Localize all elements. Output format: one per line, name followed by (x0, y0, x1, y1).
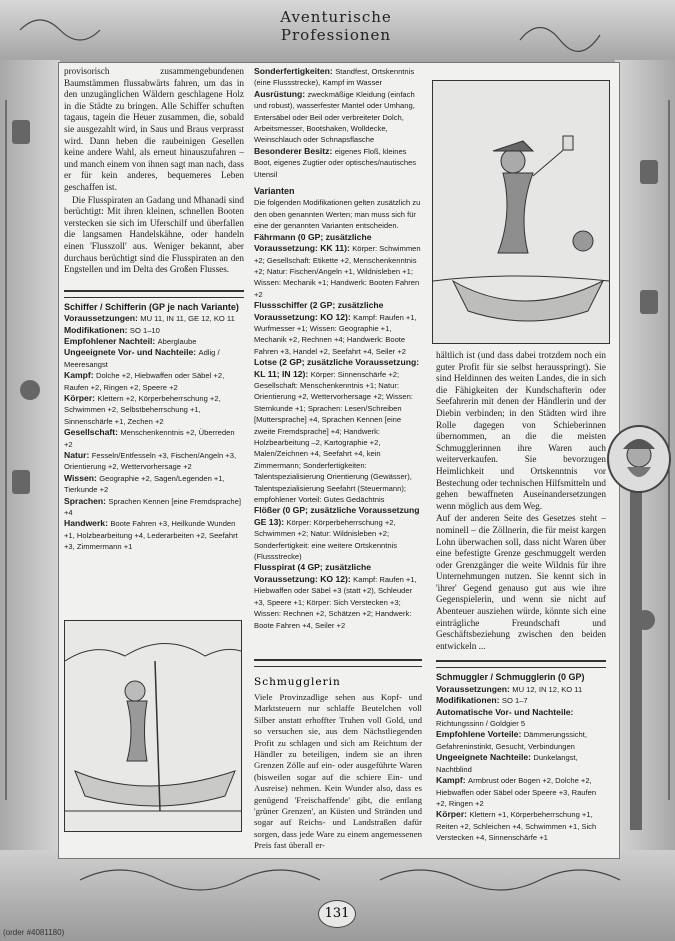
divider (254, 659, 422, 667)
schiffer-stat-block (64, 302, 244, 553)
schiffer-extra-label: Sonderfertigkeiten: (254, 66, 336, 76)
schmuggler-paragraph: Viele Provinzadlige sehen aus Kopf- und Marktsteuern nur schlaffe Beutelchen voll Silber anstatt erhoffter Truhen voll Gold, und so versuchen sie, aus dem Nächstliegenden Profit zu schlagen und sich am Reichtum der Händler zu beteiligen, indem sie an ihren Grenzen Zölle auf ein- oder ausgeführte Waren (bisweilen sogar auf die schiere Ein- und Ausreise) nehmen. Kein Wunder also, dass es genügend 'Freischaffende' gibt, die entlang 'grüner Grenzen', an Küsten und Stränden und sogar auf Reichs- und Landstraßen dafür sorgen, dass jede Ware zu einem angemessenen Preis fast überall er- (254, 692, 422, 851)
variant-label: Lotse (2 GP; zusätzliche Voraussetzung: KL 11; IN 12): (254, 357, 420, 379)
smuggler-portrait (607, 425, 671, 493)
schmuggler-stat-label: Modifikationen: (436, 695, 502, 706)
variant-line (254, 300, 422, 357)
schiffer-stat-line (64, 370, 244, 393)
schiffer-stat-label: Ungeeignete Vor- und Nachteile: (64, 347, 199, 358)
schiffer-stat-value: Adlig / Meeresangst (64, 348, 220, 369)
schmugglerin-heading: Schmugglerin (254, 676, 341, 688)
schiffer-stat-value: Menschenkenntnis +2, Überreden +2 (64, 428, 235, 449)
divider (436, 660, 606, 668)
schmuggler-stat-label: Empfohlene Vorteile: (436, 729, 524, 740)
col3-paragraph-2: Auf der anderen Seite des Gesetzes steht – nominell – die Zöllnerin, die für meist kargen Lohn überwachen soll, dass nicht Waren über eine befestigte Grenze geschmuggelt werden oder Grenzgänger die weite Wildnis für ihre Unternehmungen nutzen. Sie kennt sich in 'ihrer' Gegend genauso gut aus wie ihre Gegenspielerin, und wenn sie nicht auf Abenteuer ausziehen würde, könnte sich eine einträgliche Freundschaft und Geschäftsbeziehung zwischen den beiden entwickeln ... (436, 513, 606, 651)
schmuggler-stat-value: Dämmerungssicht, Gefahreninstinkt, Gesucht, Verbindungen (436, 730, 588, 751)
schiffer-stat-value: Boote Fahren +3, Heilkunde Wunden +1, Holzbearbeitung +4, Lederarbeiten +2, Seefahrt +3, Zimmermann +1 (64, 519, 238, 552)
schiffer-extra-label: Ausrüstung: (254, 88, 308, 99)
flusspiraten-paragraph: Die Flusspiraten an Gadang und Mhanadi sind berüchtigt: Mit ihren kleinen, schnellen Booten verstecken sie sich im Uferschilf und überfallen die langsamen Handelskähne, oder handeln einen 'Flusszoll' aus. Weniger bekannt, aber durchaus berüchtigt sind die Flusspiraten an den Engstellen und im Delta des Großen Flusses. (64, 194, 244, 275)
schiffer-extra-value: eigenes Floß, kleines Boot, eigenes Zugtier oder optisches/nautisches Utensil (254, 146, 417, 179)
schmuggler-stat-line (436, 809, 606, 843)
schmuggler-stat-value: SO 1–7 (501, 696, 528, 706)
varianten-intro: Die folgenden Modifikationen gelten zusätzlich zu den oben genannten Werten; man muss sich für eine der genannten Varianten entscheiden. (254, 198, 421, 231)
variant-value: Körper: Körperbeherrschung +2, Schwimmen +2; Natur: Wildnisleben +2; Sonderfertigkeit: eine weitere Ortskenntnis (Flussstrecke) (254, 517, 398, 562)
schmuggler-stat-label: Körper: (436, 809, 470, 820)
schiffer-stat-label: Sprachen: (64, 495, 109, 506)
variant-label: Flusspirat (4 GP; zusätzliche Voraussetzung: KO 12): (254, 562, 371, 584)
schmuggler-stat-label: Kampf: (436, 775, 468, 786)
schmuggler-intro (254, 692, 422, 853)
illustration-smuggler (432, 80, 610, 344)
schiffer-extra-line (254, 146, 422, 180)
schiffer-extra-line (254, 66, 422, 89)
schiffer-stat-value: Klettern +2, Körperbeherrschung +2, Schwimmen +2, Selbstbeherrschung +1, Sinnenschärfe +1, Zechen +2 (64, 393, 221, 426)
schiffer-stat-line (64, 336, 244, 347)
column-2 (254, 66, 422, 631)
variant-label: Flößer (0 GP; zusätzliche Voraussetzung GE 13): (254, 505, 420, 527)
variant-line (254, 232, 422, 300)
col3-paragraph-1: hältlich ist (und dass dabei trotzdem noch ein guter Profit für sie selbst herausspringt). Sie sind Heldinnen des weiten Landes, die in sich die Fähigkeiten der Kundschafterin oder Seefahrerin mit denen der Händlerin und der Diebin verbinden; in den Städten wird ihre Rolle dagegen von Schieberinnen übernommen, an die die meisten Schmugglerinnen ihre Waren auch weiterverkaufen. Sie bevorzugen Heimlichkeit und Ortskenntnis vor Bestechung oder technischen Hilfsmitteln und gehen bewaffneten Auseinandersetzungen wenn möglich aus dem Weg. (436, 350, 606, 511)
schmuggler-stat-value: Richtungssinn / Goldgier 5 (436, 719, 526, 729)
schmuggler-stat-value: MU 12, IN 12, KO 11 (512, 684, 583, 694)
schiffer-stat-line (64, 496, 244, 519)
schiffer-stat-label: Empfohlener Nachteil: (64, 335, 158, 346)
page-title (236, 8, 436, 44)
schmuggler-heading: Schmuggler / Schmugglerin (0 GP) (436, 672, 585, 683)
schiffer-stat-label: Wissen: (64, 472, 100, 483)
variant-line (254, 562, 422, 630)
variant-label: Flussschiffer (2 GP; zusätzliche Voraussetzung: KO 12): (254, 300, 384, 322)
schiffer-stat-label: Modifikationen: (64, 324, 130, 335)
variant-value: Körper: Sinnenschärfe +2; Gesellschaft: Menschenkenntnis +1; Natur: Orientierung +2, Wettervorhersage +2; Wissen: Sternkunde +1; Sprachen: Lesen/Schreiben [Muttersprache] +4, Sprachen Kennen [eine zweite Fremdsprache] +4; Handwerk: Holzbearbeitung –2, Kartographie +2, Malen/Zeichnen +4, Seefahrt +4, kein Zimmermann; Sonderfertigkeiten: Talentspezialisierung Orientierung (Gewässer), Talentspezialisierung Seefahrt (Steuermann); empfohlener Vorteil: Gutes Gedächtnis (254, 369, 413, 505)
schmuggler-stat-label: Ungeeignete Nachteile: (436, 752, 534, 763)
title-line-1: Aventurische (280, 8, 392, 26)
schmuggler-stat-line (436, 684, 606, 695)
schiffer-heading: Schiffer / Schifferin (GP je nach Variante) (64, 301, 239, 312)
schmuggler-stat-label: Voraussetzungen: (436, 683, 513, 694)
schiffer-stat-value: Fesseln/Entfesseln +3, Fischen/Angeln +3, Orientierung +2, Wettervorhersage +2 (64, 450, 237, 472)
schiffer-stat-line (64, 393, 244, 427)
schiffer-stat-value: SO 1–10 (129, 325, 160, 335)
page-number: 131 (318, 900, 356, 928)
schiffer-stat-label: Natur: (64, 449, 92, 460)
schiffer-stat-line (64, 518, 244, 552)
variant-value: Körper: Schwimmen +2; Gesellschaft: Etikette +2, Menschenkenntnis +2; Natur: Fischen/Angeln +1, Wildnisleben +1; Wissen: Mechanik +1; Handwerk: Booten Fahren +2 (254, 244, 421, 299)
schmuggler-stat-value: Klettern +1, Körperbeherrschung +1, Reiten +2, Schleichen +4, Schwimmen +1, Sich Verstecken +4, Sinnenschärfe +1 (436, 810, 597, 843)
schiffer-stat-label: Handwerk: (64, 518, 111, 529)
schmuggler-stat-line (436, 729, 606, 752)
schiffer-stat-label: Gesellschaft: (64, 427, 121, 438)
order-number: (order #4081180) (3, 928, 65, 937)
schiffer-stat-value: MU 11, IN 11, GE 12, KO 11 (140, 314, 235, 324)
schmuggler-stat-line (436, 695, 606, 706)
schiffer-stat-line (64, 427, 244, 450)
schiffer-stat-line (64, 473, 244, 496)
schiffer-stat-value: Sprachen Kennen [eine Fremdsprache] +4 (64, 496, 241, 517)
variant-label: Fährmann (0 GP; zusätzliche Voraussetzung: KK 11): (254, 231, 372, 254)
schiffer-extra-value: zweckmäßige Kleidung (einfach und robust), wasserfester Mantel oder Umhang, Entersäbel oder Beil oder verbreiteter Dolch, Arbeitsmesser, Bootshaken, Wolldecke, Weinschlauch oder Schnapsflasche (254, 89, 415, 145)
schiffer-stat-value: Aberglaube (157, 336, 197, 346)
ferryman-drawing (65, 621, 241, 831)
variant-value: Kampf: Raufen +1, Wurfmesser +1; Wissen: Geographie +1, Mechanik +2, Rechnen +4; Handwerk: Boote Fahren +3, Handel +2, Seefahrt +4, Seiler +2 (254, 312, 417, 356)
schiffer-extra-value: Standfest, Ortskenntnis (eine Flussstrecke), Kampf im Wasser (254, 67, 415, 88)
schiffer-extra-label: Besonderer Besitz: (254, 145, 335, 156)
column-3 (436, 350, 606, 844)
variant-line (254, 357, 422, 505)
schiffer-stat-label: Körper: (64, 392, 98, 403)
divider (64, 290, 244, 298)
schmuggler-stat-value: Armbrust oder Bogen +2, Dolche +2, Hiebwaffen oder Säbel oder Speere +3, Raufen +2, Ringen +2 (436, 776, 597, 808)
schmuggler-stat-line (436, 752, 606, 775)
title-line-2: Professionen (280, 26, 392, 44)
schiffer-stat-line (64, 347, 244, 370)
varianten-heading: Varianten (254, 186, 295, 197)
schmuggler-stat-line (436, 707, 606, 730)
column-1 (64, 66, 244, 553)
schmuggler-stat-line (436, 775, 606, 809)
schiffer-stat-line (64, 325, 244, 336)
schmuggler-stat-label: Automatische Vor- und Nachteile: (436, 706, 574, 717)
illustration-ferryman (64, 620, 242, 832)
variant-value: Kampf: Raufen +1, Hiebwaffen oder Säbel +3 (statt +2), Schleuder +3, Speere +1; Körper: Sich Verstecken +3; Wissen: Rechnen +2, Schätzen +2; Handwerk: Boote Fahren +4, Seiler +2 (254, 574, 417, 630)
smuggler-drawing (433, 81, 609, 343)
schiffer-stat-line (64, 313, 244, 324)
schiffer-stat-line (64, 450, 244, 473)
schmuggler-stat-value: Dunkelangst, Nachtblind (436, 753, 578, 774)
intro-paragraph: provisorisch zusammengebundenen Baumstämmen flussabwärts fahren, um das in den unzugänglichen Wäldern geschlagene Holz in die Städte zu bringen. Alle Schiffer schuften tagaus, tagein die Heuer zusammen, die, sobald sie ausgezahlt wird, in Saus und Braus verprasst wird. Dann heben die raubeinigen Gesellen keine andere Wahl, als erneut hinauszufahren – und manch einem von ihnen sagt man nach, dass er für kein anderes, bequemeres Leben geschaffen ist. (64, 66, 244, 192)
schiffer-stat-value: Dolche +2, Hiebwaffen oder Säbel +2, Raufen +2, Ringen +2, Speere +2 (64, 371, 225, 392)
schiffer-stat-label: Voraussetzungen: (64, 313, 141, 324)
schiffer-extra-line (254, 89, 422, 146)
schmuggler-stat-block (436, 672, 606, 843)
schiffer-stat-value: Geographie +2, Sagen/Legenden +1, Tierkunde +2 (64, 473, 225, 495)
schiffer-stat-label: Kampf: (64, 370, 96, 381)
variant-line (254, 505, 422, 562)
